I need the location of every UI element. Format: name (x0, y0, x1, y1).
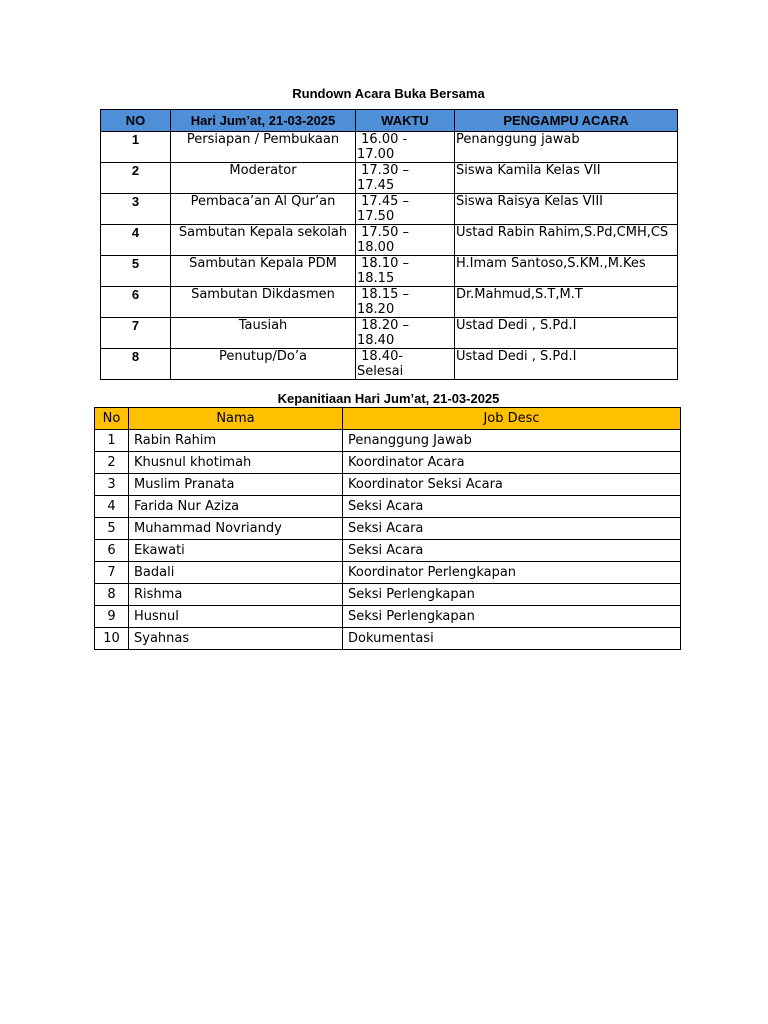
cell-acara: Tausiah (171, 318, 356, 349)
cell-acara: Sambutan Kepala PDM (171, 256, 356, 287)
kepanitiaan-row (95, 606, 681, 628)
header-no: NO (101, 110, 171, 132)
cell-no: 2 (95, 452, 129, 474)
cell-no: 3 (95, 474, 129, 496)
cell-job-desc: Seksi Acara (343, 518, 681, 540)
rundown-row (101, 256, 678, 287)
header-pengampu: PENGAMPU ACARA (455, 110, 678, 132)
kepanitiaan-row (95, 540, 681, 562)
rundown-row (101, 349, 678, 380)
waktu-text: 16.00 - 17.00 (357, 132, 412, 162)
cell-waktu (356, 287, 455, 318)
cell-no: 4 (95, 496, 129, 518)
cell-job-desc: Seksi Perlengkapan (343, 584, 681, 606)
waktu-text: 17.50 – 18.00 (357, 225, 414, 255)
cell-waktu (356, 318, 455, 349)
cell-no: 3 (101, 194, 171, 225)
cell-pengampu: Ustad Rabin Rahim,S.Pd,CMH,CS (455, 225, 678, 256)
cell-no: 4 (101, 225, 171, 256)
cell-acara: Moderator (171, 163, 356, 194)
kepanitiaan-title: Kepanitiaan Hari Jum’at, 21-03-2025 (277, 391, 500, 406)
cell-no: 6 (101, 287, 171, 318)
header-waktu: WAKTU (356, 110, 455, 132)
cell-no: 7 (95, 562, 129, 584)
cell-acara: Penutup/Do’a (171, 349, 356, 380)
cell-nama: Rishma (129, 584, 343, 606)
kepanitiaan-header-row (95, 408, 681, 430)
cell-job-desc: Koordinator Perlengkapan (343, 562, 681, 584)
kepanitiaan-row (95, 474, 681, 496)
rundown-row (101, 194, 678, 225)
cell-waktu (356, 132, 455, 163)
header-hari: Hari Jum’at, 21-03-2025 (171, 110, 356, 132)
rundown-table (100, 109, 678, 380)
cell-waktu (356, 163, 455, 194)
cell-nama: Husnul (129, 606, 343, 628)
rundown-header-row (101, 110, 678, 132)
kepanitiaan-table (94, 407, 681, 650)
cell-no: 1 (101, 132, 171, 163)
cell-no: 5 (101, 256, 171, 287)
rundown-row (101, 287, 678, 318)
cell-no: 9 (95, 606, 129, 628)
rundown-title: Rundown Acara Buka Bersama (292, 86, 485, 101)
cell-waktu (356, 194, 455, 225)
kepanitiaan-row (95, 430, 681, 452)
waktu-text: 18.15 – 18.20 (357, 287, 414, 317)
kepanitiaan-row (95, 562, 681, 584)
header-job-desc: Job Desc (343, 408, 681, 430)
cell-job-desc: Seksi Acara (343, 540, 681, 562)
waktu-text: 17.45 – 17.50 (357, 194, 414, 224)
cell-job-desc: Penanggung Jawab (343, 430, 681, 452)
rundown-row (101, 163, 678, 194)
cell-job-desc: Seksi Acara (343, 496, 681, 518)
cell-pengampu: Penanggung jawab (455, 132, 678, 163)
cell-pengampu: H.Imam Santoso,S.KM.,M.Kes (455, 256, 678, 287)
cell-no: 1 (95, 430, 129, 452)
cell-no: 2 (101, 163, 171, 194)
cell-nama: Muhammad Novriandy (129, 518, 343, 540)
cell-job-desc: Koordinator Seksi Acara (343, 474, 681, 496)
cell-no: 7 (101, 318, 171, 349)
cell-nama: Ekawati (129, 540, 343, 562)
kepanitiaan-row (95, 584, 681, 606)
cell-no: 10 (95, 628, 129, 650)
cell-nama: Badali (129, 562, 343, 584)
cell-waktu (356, 256, 455, 287)
rundown-row (101, 318, 678, 349)
kepanitiaan-row (95, 496, 681, 518)
waktu-text: 17.30 – 17.45 (357, 163, 414, 193)
cell-nama: Syahnas (129, 628, 343, 650)
cell-acara: Persiapan / Pembukaan (171, 132, 356, 163)
cell-nama: Farida Nur Aziza (129, 496, 343, 518)
cell-pengampu: Dr.Mahmud,S.T,M.T (455, 287, 678, 318)
kepanitiaan-row (95, 518, 681, 540)
waktu-text: 18.20 – 18.40 (357, 318, 414, 348)
cell-waktu (356, 349, 455, 380)
waktu-text: 18.40-Selesai (357, 349, 404, 379)
waktu-text: 18.10 – 18.15 (357, 256, 414, 286)
cell-nama: Khusnul khotimah (129, 452, 343, 474)
cell-pengampu: Siswa Kamila Kelas VII (455, 163, 678, 194)
rundown-row (101, 225, 678, 256)
cell-no: 8 (95, 584, 129, 606)
cell-pengampu: Ustad Dedi , S.Pd.I (455, 318, 678, 349)
rundown-row (101, 132, 678, 163)
cell-no: 5 (95, 518, 129, 540)
cell-pengampu: Ustad Dedi , S.Pd.I (455, 349, 678, 380)
cell-waktu (356, 225, 455, 256)
cell-job-desc: Koordinator Acara (343, 452, 681, 474)
cell-acara: Pembaca’an Al Qur’an (171, 194, 356, 225)
cell-acara: Sambutan Kepala sekolah (171, 225, 356, 256)
cell-pengampu: Siswa Raisya Kelas VIII (455, 194, 678, 225)
header-nama: Nama (129, 408, 343, 430)
cell-job-desc: Dokumentasi (343, 628, 681, 650)
cell-acara: Sambutan Dikdasmen (171, 287, 356, 318)
cell-no: 6 (95, 540, 129, 562)
kepanitiaan-row (95, 452, 681, 474)
cell-nama: Rabin Rahim (129, 430, 343, 452)
header-no: No (95, 408, 129, 430)
cell-job-desc: Seksi Perlengkapan (343, 606, 681, 628)
cell-nama: Muslim Pranata (129, 474, 343, 496)
kepanitiaan-row (95, 628, 681, 650)
cell-no: 8 (101, 349, 171, 380)
